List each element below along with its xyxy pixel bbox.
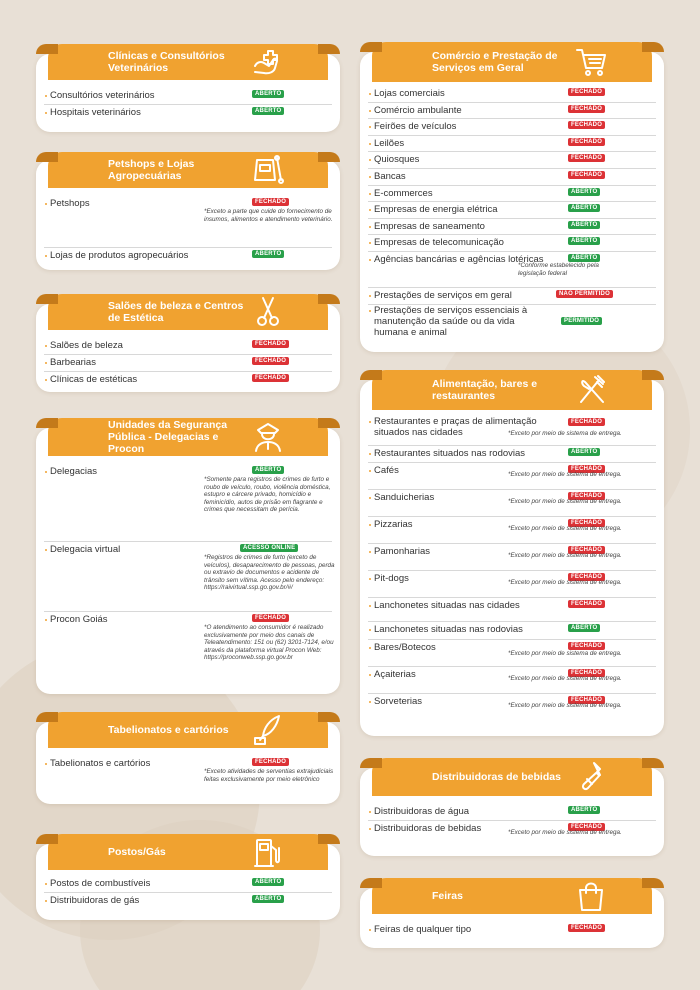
- row-label: Quiosques: [374, 154, 420, 166]
- status-badge: FECHADO: [568, 642, 605, 650]
- status-badge: ABERTO: [252, 107, 284, 115]
- pet-hand-icon: [250, 46, 284, 78]
- row-label: Bares/Botecos: [374, 641, 436, 653]
- row-note: *Exceto por meio de sistema de entrega.: [508, 649, 622, 657]
- status-badge: FECHADO: [568, 669, 605, 677]
- fork-knife-icon: [574, 374, 608, 406]
- status-row: [368, 544, 656, 571]
- status-badge: ACESSO ONLINE: [240, 544, 298, 552]
- card-title-banner: [48, 152, 328, 188]
- row-label: Distribuidoras de água: [374, 806, 470, 817]
- status-badge: FECHADO: [568, 823, 605, 831]
- status-badge: ABERTO: [252, 895, 284, 903]
- card-seguranca: [36, 428, 340, 694]
- row-label: Barbearias: [50, 357, 96, 368]
- row-label: Distribuidoras de bebidas: [374, 822, 482, 834]
- status-badge: FECHADO: [568, 418, 605, 426]
- status-row: [44, 876, 332, 893]
- status-row: [368, 219, 656, 236]
- row-note: *Exceto por meio de sistema de entrega.: [508, 674, 622, 682]
- row-label: Lojas comerciais: [374, 88, 445, 99]
- status-badge: ABERTO: [252, 878, 284, 886]
- status-row: [44, 464, 332, 542]
- status-badge: FECHADO: [568, 105, 605, 113]
- row-label: Leilões: [374, 137, 405, 149]
- status-row: [368, 152, 656, 169]
- status-row: [44, 248, 332, 268]
- card-title: Salões de beleza e Centros de Estética: [108, 300, 244, 324]
- status-badge: FECHADO: [568, 519, 605, 527]
- row-note: *Exceto por meio de sistema de entrega.: [508, 470, 622, 478]
- status-badge: ABERTO: [568, 188, 600, 196]
- row-label: Lanchonetes situadas nas rodovias: [374, 623, 523, 635]
- row-note: *O atendimento ao consumidor é realizado exclusivamente por meio dos canais de Teleatendimento: 151 ou (62) 3201-7124, e/ou através da plataforma virtual Procon Web: https://proconweb.ssp.go.gov.br: [204, 624, 334, 662]
- status-badge: FECHADO: [568, 465, 605, 473]
- row-label: Sanduicherias: [374, 491, 435, 503]
- row-label: Pizzarias: [374, 518, 413, 530]
- status-row: [368, 490, 656, 517]
- card-alimentacao: [360, 380, 664, 736]
- row-note: *Exceto atividades de serventias extrajudiciais feitas exclusivamente por meio eletrônico: [204, 768, 334, 783]
- status-row: [44, 105, 332, 122]
- row-label: Hospitais veterinários: [50, 107, 141, 118]
- status-row: [368, 86, 656, 103]
- status-row: [368, 571, 656, 598]
- row-label: Postos de combustíveis: [50, 878, 151, 889]
- quill-inkwell-icon: [250, 714, 284, 746]
- row-note: *Somente para registros de crimes de furto e roubo de veículo, roubo, violência doméstica, estupro e cárcere privado, homicídio e feminicídio, autos de prisão em flagrante e crimes que necessitam de perícia.: [204, 476, 331, 514]
- row-label: Empresas de saneamento: [374, 220, 485, 232]
- row-note: *Exceto por meio de sistema de entrega.: [508, 551, 622, 559]
- row-label: Salões de beleza: [50, 340, 123, 351]
- status-row: [44, 338, 332, 355]
- status-row: [44, 372, 332, 389]
- status-row: [368, 169, 656, 186]
- row-label: Restaurantes e praças de alimentação situados nas cidades: [374, 416, 542, 438]
- row-note: *Exceto por meio de sistema de entrega.: [508, 578, 622, 586]
- status-row: [368, 694, 656, 721]
- feed-bag-icon: [250, 154, 284, 186]
- row-note: *Registros de crimes de furto (exceto de veículos), desaparecimento de pessoas, perda ou extravio de documentos e acidente de trânsito sem vítima. Acesso pelo endereço: https://raivirtual.ssp.go.gov.br/#/: [204, 554, 335, 592]
- row-label: Empresas de telecomunicação: [374, 237, 504, 249]
- card-title-banner: [48, 294, 328, 330]
- status-badge: FECHADO: [568, 546, 605, 554]
- card-title: Alimentação, bares e restaurantes: [432, 378, 538, 402]
- status-badge: FECHADO: [568, 924, 605, 932]
- status-badge: FECHADO: [252, 374, 289, 382]
- row-label: Cafés: [374, 464, 399, 476]
- row-note: *Exceto por meio de sistema de entrega.: [508, 524, 622, 532]
- row-label: Empresas de energia elétrica: [374, 204, 498, 216]
- status-row: [368, 416, 656, 446]
- card-title: Unidades da Segurança Pública - Delegacias e Procon: [108, 419, 228, 455]
- row-note: *Exceto por meio de sistema de entrega.: [508, 430, 622, 437]
- status-badge: FECHADO: [568, 696, 605, 704]
- status-row: [44, 893, 332, 910]
- card-title-banner: [48, 834, 328, 870]
- status-row: [368, 202, 656, 219]
- status-badge: ABERTO: [568, 221, 600, 229]
- status-row: [368, 103, 656, 120]
- status-badge: FECHADO: [568, 138, 605, 146]
- shopping-cart-icon: [574, 46, 608, 78]
- status-badge: FECHADO: [252, 340, 289, 348]
- status-row: [44, 196, 332, 248]
- card-title-banner: [372, 878, 652, 914]
- status-badge: FECHADO: [252, 614, 289, 622]
- card-title: Clínicas e Consultórios Veterinários: [108, 50, 225, 74]
- status-row: [368, 667, 656, 694]
- fuel-pump-icon: [250, 836, 284, 868]
- row-label: Prestações de serviços essenciais à manutenção da saúde ou da vida humana e animal: [374, 305, 542, 338]
- status-row: [368, 446, 656, 463]
- row-note: *Exceto por meio de sistema de entrega.: [508, 828, 622, 836]
- card-title: Postos/Gás: [108, 846, 166, 858]
- row-label: Prestações de serviços em geral: [374, 290, 512, 301]
- card-title-banner: [372, 42, 652, 82]
- card-title-banner: [372, 758, 652, 796]
- status-row: [368, 463, 656, 490]
- status-row: [368, 517, 656, 544]
- row-label: Petshops: [50, 198, 90, 209]
- card-title: Feiras: [432, 890, 463, 902]
- status-row: [44, 355, 332, 372]
- status-badge: FECHADO: [252, 198, 289, 206]
- status-badge: FECHADO: [568, 121, 605, 129]
- status-row: [44, 612, 332, 682]
- row-label: Lojas de produtos agropecuários: [50, 250, 189, 261]
- row-label: Tabelionatos e cartórios: [50, 758, 151, 769]
- status-row: [368, 598, 656, 622]
- card-title: Distribuidoras de bebidas: [432, 771, 561, 783]
- status-badge: ABERTO: [252, 90, 284, 98]
- status-row: [368, 252, 656, 288]
- row-label: Comércio ambulante: [374, 104, 462, 116]
- row-label: Feirões de veículos: [374, 121, 457, 133]
- status-badge: ABERTO: [568, 204, 600, 212]
- card-comercio: [360, 52, 664, 352]
- card-title: Tabelionatos e cartórios: [108, 724, 229, 736]
- row-label: E-commerces: [374, 187, 433, 199]
- status-badge: FECHADO: [568, 171, 605, 179]
- row-label: Lanchonetes situadas nas cidades: [374, 599, 520, 611]
- status-row: [44, 756, 332, 800]
- status-badge: PERMITIDO: [561, 317, 602, 325]
- status-badge: ABERTO: [568, 624, 600, 632]
- status-row: [44, 88, 332, 105]
- status-row: [368, 235, 656, 252]
- row-note: *Exceto a parte que cuide do fornecimento de insumos, alimentos e atendimento veterinário.: [204, 208, 333, 223]
- shopping-bag-icon: [574, 880, 608, 912]
- row-label: Bancas: [374, 171, 406, 182]
- status-row: [368, 186, 656, 203]
- status-row: [368, 640, 656, 667]
- status-row: [368, 804, 656, 821]
- status-badge: ABERTO: [568, 237, 600, 245]
- status-row: [368, 922, 656, 942]
- row-label: Agências bancárias e agências lotéricas: [374, 254, 544, 265]
- row-label: Consultórios veterinários: [50, 90, 155, 101]
- bottle-icon: [574, 761, 608, 793]
- row-label: Clínicas de estéticas: [50, 374, 138, 385]
- status-badge: ABERTO: [568, 448, 600, 456]
- row-note: *Conforme estabelecido pela legislação federal: [518, 262, 599, 277]
- row-label: Procon Goiás: [50, 614, 108, 625]
- status-badge: ABERTO: [568, 254, 600, 262]
- status-badge: FECHADO: [568, 600, 605, 608]
- status-row: [44, 542, 335, 612]
- status-row: [368, 136, 656, 153]
- card-title-banner: [48, 418, 328, 456]
- status-badge: ABERTO: [568, 806, 600, 814]
- status-badge: FECHADO: [252, 357, 289, 365]
- row-label: Açaiterias: [374, 668, 416, 680]
- status-row: [368, 622, 656, 640]
- row-label: Delegacias: [50, 466, 97, 477]
- row-label: Pamonharias: [374, 545, 430, 557]
- row-label: Delegacia virtual: [50, 544, 121, 555]
- card-title-banner: [48, 712, 328, 748]
- status-row: [368, 821, 656, 851]
- status-row: [368, 119, 656, 136]
- status-badge: FECHADO: [568, 154, 605, 162]
- status-row: [368, 288, 656, 305]
- status-badge: FECHADO: [568, 88, 605, 96]
- status-badge: FECHADO: [252, 758, 289, 766]
- row-label: Feiras de qualquer tipo: [374, 924, 472, 935]
- card-title-banner: [372, 370, 652, 410]
- row-label: Sorveterias: [374, 695, 423, 707]
- row-note: *Exceto por meio de sistema de entrega.: [508, 497, 622, 505]
- scissors-icon: [250, 296, 284, 328]
- police-officer-icon: [250, 421, 284, 453]
- card-title: Comércio e Prestação de Serviços em Geral: [432, 50, 558, 74]
- status-badge: ABERTO: [252, 250, 284, 258]
- status-badge: ABERTO: [252, 466, 284, 474]
- status-badge: FECHADO: [568, 573, 605, 581]
- card-title: Petshops e Lojas Agropecuárias: [108, 158, 195, 182]
- row-label: Distribuidoras de gás: [50, 895, 140, 906]
- status-row: [368, 305, 656, 341]
- row-label: Restaurantes situados nas rodovias: [374, 448, 526, 459]
- card-title-banner: [48, 44, 328, 80]
- row-note: *Exceto por meio de sistema de entrega.: [508, 701, 622, 709]
- row-label: Pit-dogs: [374, 572, 409, 584]
- status-badge: NÃO PERMITIDO: [556, 290, 613, 298]
- status-badge: FECHADO: [568, 492, 605, 500]
